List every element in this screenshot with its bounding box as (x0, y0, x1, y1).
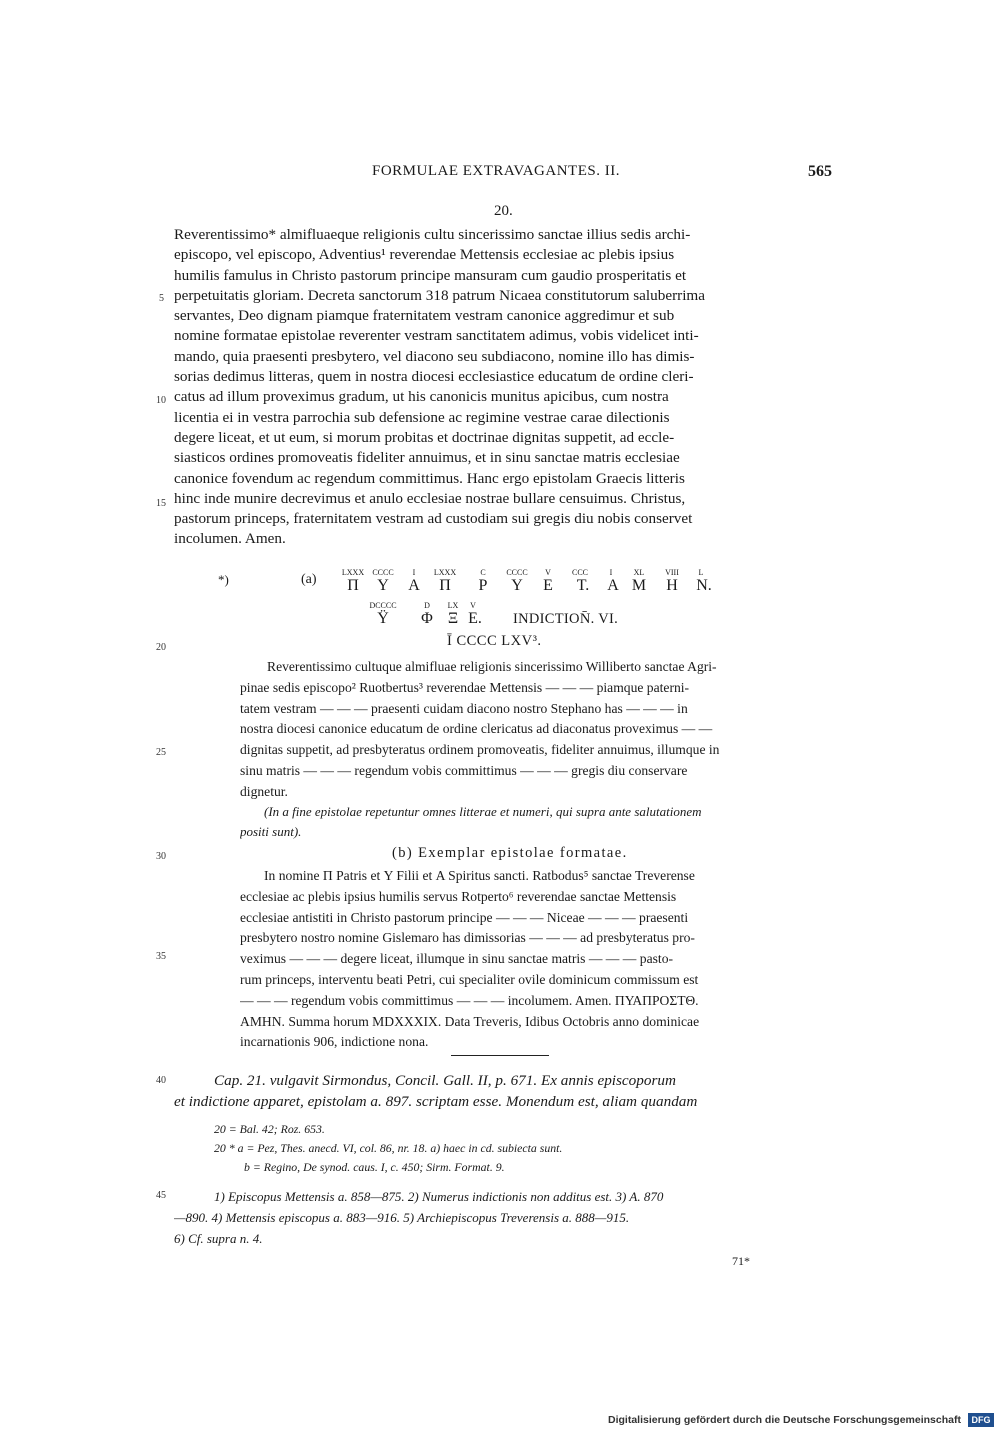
section-number: 20. (494, 203, 513, 219)
line-number: 45 (156, 1190, 166, 1201)
greek-letter: Ν. (696, 577, 712, 594)
indiction-label: INDICTION̄. VI. (513, 611, 619, 627)
line-number: 40 (156, 1075, 166, 1086)
text-line: nomine formatae epistolae reverenter vestram sanctitatem adimus, vobis videlicet inti- (174, 327, 699, 345)
footnotes (174, 1186, 838, 1249)
text-line: Cap. 21. vulgavit Sirmondus, Concil. Gall. II, p. 671. Ex annis episcoporum (214, 1072, 676, 1089)
text-line: presbytero nostro nomine Gislemaro has dimissorias — — — ad presbyteratus pro- (240, 930, 695, 946)
formula-label: (a) (301, 572, 317, 587)
text-line: degere liceat, et ut eum, si morum probitas et doctrinae dignitas suppetit, ad eccle- (174, 428, 675, 446)
numeral: V (545, 568, 551, 577)
text-line: dignitas suppetit, ad presbyteratus ordinem promoveatis, fideliter annuimus, illumque in (240, 742, 720, 758)
text-line: ΑΜΗΝ. Summa horum MDXXXIX. Data Treveris, Idibus Octobris anno dominicae (240, 1013, 700, 1029)
main-text (174, 225, 838, 550)
greek-letter: Τ. (576, 577, 590, 594)
numeral: XL (633, 568, 645, 577)
numeral: D (424, 601, 430, 610)
greek-letter: Ξ (447, 610, 459, 627)
text-line: rum princeps, interventu beati Petri, cui specialiter ovile dominicum commissum est (240, 971, 699, 987)
text-line: sorias dedimus litteras, quem in nostra diocesi ecclesiastice educatum de ordine cleri- (174, 368, 694, 386)
text-line: dignetur. (240, 783, 288, 799)
running-title: FORMULAE EXTRAVAGANTES. II. (372, 163, 620, 179)
text-line: humilis famulus in Christo pastorum principe mansuram cum gaudio prosperitatis et (174, 266, 687, 284)
text-line: episcopo, vel episcopo, Adventius¹ reverendae Mettensis ecclesiae ac plebis ipsius (174, 246, 675, 264)
text-line: mando, quia praesenti presbytero, vel diacono seu subdiacono, nomine illo has dimis- (174, 347, 695, 365)
line-number: 5 (159, 293, 164, 304)
line-number: 25 (156, 747, 166, 758)
numeral: V (470, 601, 476, 610)
numeral: C (480, 568, 486, 577)
text-line: 6) Cf. supra n. 4. (174, 1231, 263, 1246)
text-line: (In a fine epistolae repetuntur omnes litterae et numeri, qui supra ante salutationem (264, 804, 702, 819)
text-line: catus ad illum proveximus gradum, ut his canonicis munitus apicibus, cum nostra (174, 388, 669, 406)
greek-letter: Ε. (468, 610, 482, 627)
numeral: I (412, 568, 416, 577)
line-number: 30 (156, 851, 166, 862)
greek-letter: Α (607, 577, 619, 594)
text-line: —890. 4) Mettensis episcopus a. 883—916. 5) Archiepiscopus Treverensis a. 888—915. (174, 1210, 630, 1225)
numeral: LX (447, 601, 459, 610)
text-line: b = Regino, De synod. caus. I, c. 450; Sirm. Format. 9. (244, 1160, 505, 1174)
text-line: In nomine Π Patris et Υ Filii et Α Spiritus sancti. Ratbodus⁵ sanctae Treverense (264, 868, 695, 883)
greek-letter: Ϋ (377, 610, 389, 627)
text-line: nostra diocesi canonice educatum de ordine clericatus ad diaconatus proveximus — — (240, 721, 713, 737)
text-line: veximus — — — degere liceat, illumque in sinu sanctae matris — — — pasto- (240, 951, 674, 967)
text-line: et indictione apparet, epistolam a. 897. scriptam esse. Monendum est, aliam quandam (174, 1093, 698, 1110)
footer-credit: Digitalisierung gefördert durch die Deutsche Forschungsgemeinschaft (608, 1414, 961, 1426)
greek-letter: Μ (631, 577, 647, 594)
text-line: 1) Episcopus Mettensis a. 858—875. 2) Numerus indictionis non additus est. 3) A. 870 (214, 1189, 664, 1204)
greek-letter: Α (408, 577, 420, 594)
text-line: 20 * a = Pez, Thes. anecd. VI, col. 86, nr. 18. a) haec in cd. subiecta sunt. (214, 1141, 563, 1155)
greek-letter: Ρ (478, 577, 488, 594)
text-line: licentia ei in vestra parrochia sub defensione ac regimine vestrae carae dilectionis (174, 408, 670, 426)
text-line: perpetuitatis gloriam. Decreta sanctorum 318 patrum Nicaea constitutorum saluberrima (174, 286, 705, 304)
text-line: positi sunt). (240, 824, 302, 839)
greek-letter: Π (439, 577, 451, 594)
text-line: Reverentissimo* almifluaeque religionis cultu sincerissimo sanctae illius sedis archi- (174, 226, 691, 243)
text-line: servantes, Deo dignam piamque fraternitatem vestram canonice aggredimur et sub (174, 307, 675, 325)
formula-row-3: Ī CCCC LXV³. (447, 633, 542, 649)
line-number: 35 (156, 951, 166, 962)
dfg-logo: DFG (968, 1413, 994, 1427)
text-line: — — — regendum vobis committimus — — — incolumem. Amen. ΠΥΑΠΡΟΣΤΘ. (240, 992, 699, 1008)
apparatus (214, 1120, 834, 1177)
text-line: hinc inde munire decrevimus et anulo ecclesiae nostrae bullare censuimus. Christus, (174, 489, 686, 507)
heading-b: (b) Exemplar epistolae formatae. (392, 845, 628, 861)
numeral: CCCC (506, 568, 528, 577)
text-line: tatem vestram — — — praesenti cuidam diacono nostro Stephano has — — — in (240, 700, 688, 716)
numeral: VIII (665, 568, 679, 577)
greek-letter: Φ (421, 610, 433, 627)
text-line: incarnationis 906, indictione nona. (240, 1034, 429, 1050)
text-line: incolumen. Amen. (174, 530, 286, 548)
numeral: L (698, 568, 704, 577)
numeral: CCCC (372, 568, 394, 577)
line-number: 15 (156, 498, 166, 509)
text-line: ecclesiae ac plebis ipsius humilis servus Rotperto⁶ reverendae sanctae Mettensis (240, 888, 677, 904)
line-number: 20 (156, 642, 166, 653)
formula-star: *) (218, 572, 229, 587)
greek-letter: Υ (511, 577, 523, 594)
numeral: LXXX (341, 568, 365, 577)
text-b (240, 866, 836, 1053)
separator-rule (451, 1055, 549, 1056)
note-a (240, 802, 836, 842)
numeral: CCC (571, 568, 588, 577)
text-line: pinae sedis episcopo² Ruotbertus³ reverendae Mettensis — — — piamque paterni- (240, 679, 690, 695)
text-line: Reverentissimo cultuque almifluae religionis sincerissimo Williberto sanctae Agri- (267, 659, 717, 674)
commentary (174, 1070, 838, 1112)
greek-letter: Υ (377, 577, 389, 594)
text-line: pastorum princeps, fraternitatem vestram ad custodiam sui gregis diu nobis conservet (174, 510, 693, 528)
page-number: 565 (808, 163, 832, 180)
text-line: 20 = Bal. 42; Roz. 653. (214, 1122, 325, 1136)
text-line: sinu matris — — — regendum vobis committimus — — — gregis diu conservare (240, 762, 688, 778)
text-line: ecclesiae antistiti in Christo pastorum principe — — — Niceae — — — praesenti (240, 909, 689, 925)
numeral: DCCCC (369, 601, 397, 610)
signature-mark: 71* (732, 1254, 750, 1268)
numeral: I (609, 568, 613, 577)
text-line: siasticos ordines promoveatis fideliter annuimus, et in sinu sanctae matris ecclesiae (174, 449, 680, 467)
text-line: canonice fovendum ac regendum committimus. Hanc ergo epistolam Graecis litteris (174, 469, 685, 487)
numeral: LXXX (433, 568, 457, 577)
line-number: 10 (156, 395, 166, 406)
greek-letter: Π (347, 577, 359, 594)
greek-letter: Ε (543, 577, 553, 594)
greek-letter: Η (666, 577, 678, 594)
text-a (240, 657, 836, 803)
